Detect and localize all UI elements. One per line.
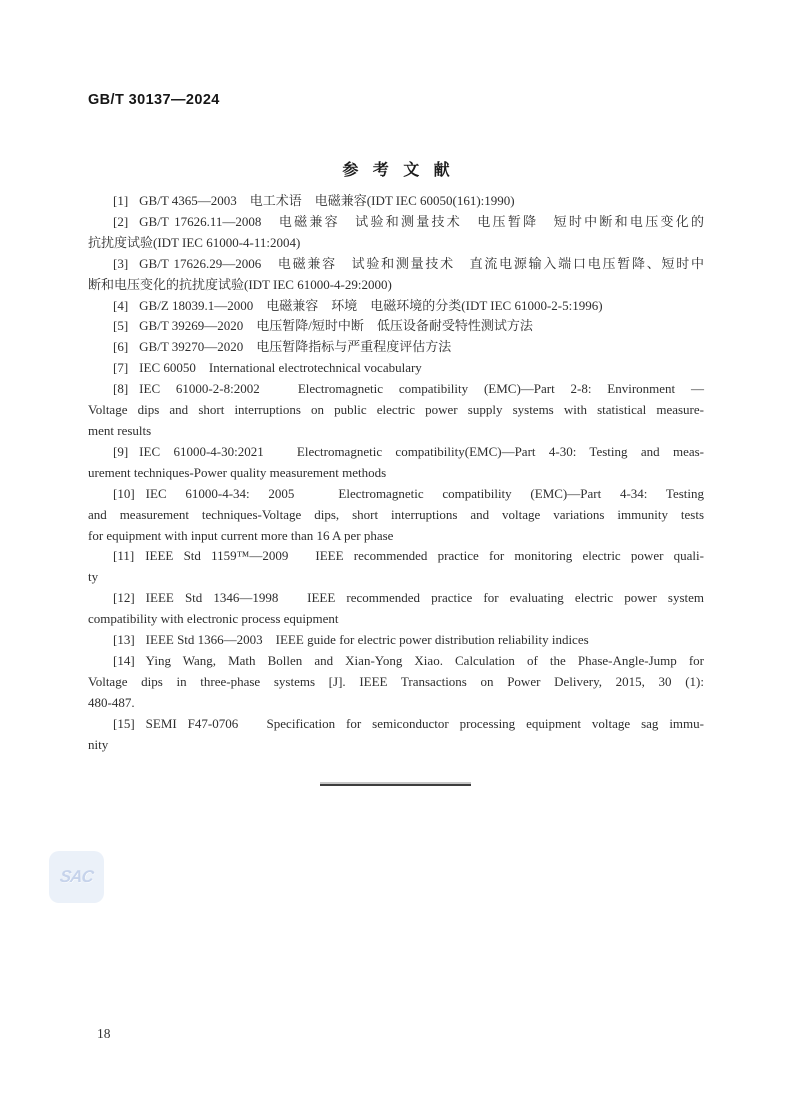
ref-number: [10] [113, 485, 135, 501]
ref-line [88, 191, 704, 212]
reference-item [88, 358, 704, 379]
section-title: 参考文献 [342, 162, 464, 179]
ref-number: [14] [113, 652, 135, 668]
references-list [88, 191, 704, 755]
sac-watermark-text: SAC [58, 867, 95, 886]
reference-item [88, 337, 704, 358]
ref-text: IEC 61000-4-30:2021 Electromagnetic compatibility(EMC)—Part 4-30: Testing and meas- [139, 443, 704, 459]
ref-line [88, 484, 704, 505]
ref-text: IEC 61000-2-8:2002 Electromagnetic compatibility (EMC)—Part 2-8: Environment — [139, 381, 704, 397]
ref-number: [5] [113, 318, 129, 334]
ref-line: 480-487. [88, 694, 135, 710]
reference-item [88, 484, 704, 547]
ref-number: [9] [113, 443, 129, 459]
ref-number: [12] [113, 590, 135, 606]
ref-number: [13] [113, 632, 135, 648]
ref-text: GB/Z 18039.1—2000 电磁兼容 环境 电磁环境的分类(IDT IEC 61000-2-5:1996) [139, 297, 603, 313]
ref-number: [7] [113, 360, 129, 376]
ref-number: [1] [113, 193, 129, 208]
ref-text: IEEE Std 1159™—2009 IEEE recommended practice for monitoring electric power quali- [145, 548, 704, 564]
reference-item [88, 212, 704, 254]
ref-number: [2] [113, 213, 129, 229]
reference-item [88, 588, 704, 630]
ref-line [88, 296, 704, 317]
ref-text: GB/T 39270—2020 电压暂降指标与严重程度评估方法 [139, 339, 452, 355]
end-of-section-divider [320, 784, 471, 786]
reference-item [88, 651, 704, 714]
ref-line: Voltage dips in three-phase systems [J]. IEEE Transactions on Power Delivery, 2015, 30 (1): [88, 673, 704, 689]
ref-line [88, 254, 704, 275]
ref-line [88, 379, 704, 400]
ref-line: nity [88, 736, 109, 752]
reference-item [88, 546, 704, 588]
ref-line: urement techniques-Power quality measurement methods [88, 464, 387, 480]
ref-line [88, 651, 704, 672]
ref-line: for equipment with input current more than 16 A per phase [88, 527, 394, 543]
ref-number: [11] [113, 548, 135, 564]
ref-text: SEMI F47-0706 Specification for semiconductor processing equipment voltage sag immu- [145, 715, 704, 731]
ref-number: [4] [113, 297, 129, 313]
ref-line [88, 212, 704, 233]
reference-item [88, 442, 704, 484]
ref-line: compatibility with electronic process equipment [88, 611, 339, 627]
ref-number: [8] [113, 381, 129, 397]
reference-item [88, 316, 704, 337]
ref-number: [3] [113, 255, 129, 271]
reference-item [88, 714, 704, 756]
ref-text: IEC 61000-4-34: 2005 Electromagnetic compatibility (EMC)—Part 4-34: Testing [145, 485, 704, 501]
ref-line: 抗扰度试验(IDT IEC 61000-4-11:2004) [88, 234, 301, 250]
reference-item [88, 379, 704, 442]
ref-text: GB/T 39269—2020 电压暂降/短时中断 低压设备耐受特性测试方法 [139, 318, 533, 334]
ref-line [88, 337, 704, 358]
ref-line: 断和电压变化的抗扰度试验(IDT IEC 61000-4-29:2000) [88, 276, 392, 292]
sac-watermark-logo [49, 851, 104, 903]
ref-line [88, 442, 704, 463]
ref-line [88, 714, 704, 735]
ref-number: [6] [113, 339, 129, 355]
ref-line [88, 546, 704, 567]
reference-item [88, 296, 704, 317]
ref-line [88, 316, 704, 337]
ref-text: GB/T 17626.29—2006 电磁兼容 试验和测量技术 直流电源输入端口电压暂降、短时中 [139, 255, 704, 271]
ref-text: IEEE Std 1366—2003 IEEE guide for electric power distribution reliability indices [145, 632, 589, 648]
ref-line: Voltage dips and short interruptions on public electric power supply systems with statistical measure- [88, 402, 704, 418]
ref-text: IEEE Std 1346—1998 IEEE recommended practice for evaluating electric power system [145, 590, 704, 606]
reference-item [88, 191, 704, 212]
ref-line: ty [88, 569, 99, 585]
ref-line: ment results [88, 422, 152, 438]
doc-code: GB/T 30137—2024 [88, 92, 220, 108]
ref-text: Ying Wang, Math Bollen and Xian-Yong Xiao. Calculation of the Phase-Angle-Jump for [145, 652, 704, 668]
ref-text: GB/T 4365—2003 电工术语 电磁兼容(IDT IEC 60050(161):1990) [139, 193, 515, 208]
reference-item [88, 254, 704, 296]
ref-line [88, 358, 704, 379]
ref-text: GB/T 17626.11—2008 电磁兼容 试验和测量技术 电压暂降 短时中断和电压变化的 [139, 213, 704, 229]
ref-line: and measurement techniques-Voltage dips, short interruptions and voltage variations immunity tests [88, 506, 704, 522]
ref-text: IEC 60050 International electrotechnical vocabulary [139, 360, 422, 376]
page-number: 18 [97, 1026, 111, 1041]
ref-number: [15] [113, 715, 135, 731]
reference-item [88, 630, 704, 651]
ref-line [88, 588, 704, 609]
ref-line [88, 630, 704, 651]
